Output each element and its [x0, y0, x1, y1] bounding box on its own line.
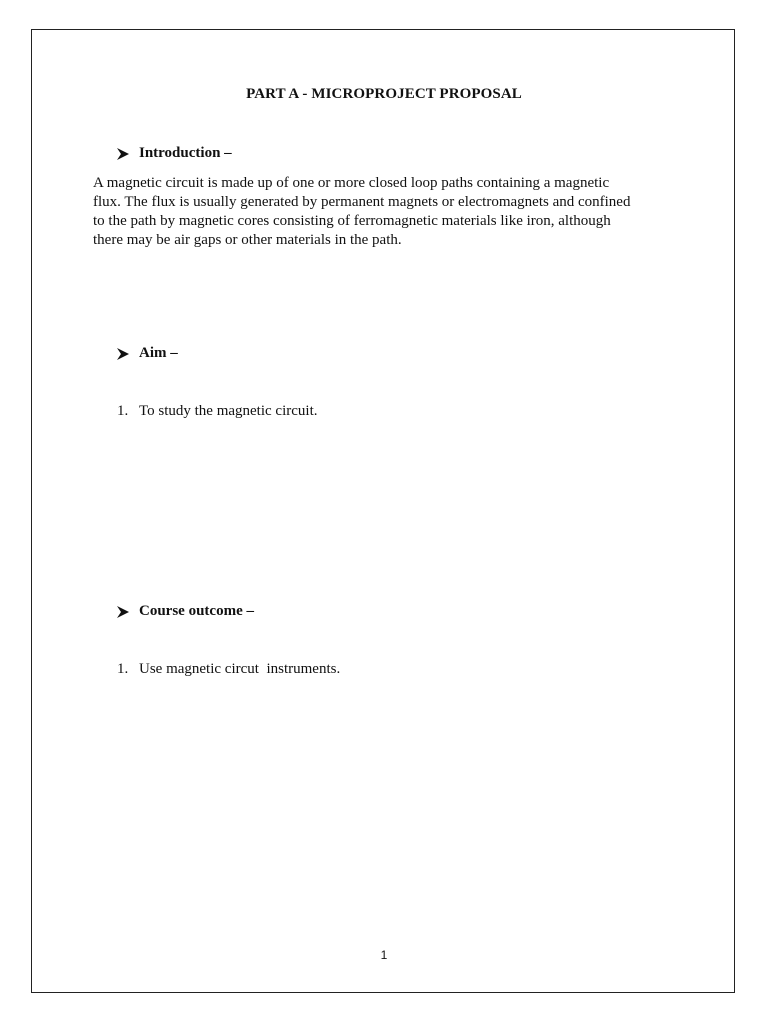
course-outcome-heading [116, 603, 254, 620]
paragraph-line: A magnetic circuit is made up of one or more closed loop paths containing a magnetic [93, 175, 610, 191]
aim-list-item [117, 403, 317, 420]
introduction-paragraph [93, 174, 683, 250]
list-text: Use magnetic circut instruments. [139, 661, 341, 677]
list-text: To study the magnetic circuit. [139, 403, 318, 419]
arrowhead-bullet-icon [116, 147, 130, 161]
arrowhead-bullet-icon [116, 605, 130, 619]
aim-heading-label: Aim – [139, 345, 178, 361]
paragraph-line: there may be air gaps or other materials in the path. [93, 232, 402, 248]
aim-heading [116, 345, 178, 362]
page-number: 1 [380, 948, 388, 962]
list-number: 1. [117, 661, 129, 677]
course-outcome-list-item [117, 661, 340, 678]
course-outcome-heading-label: Course outcome – [139, 603, 254, 619]
document-title: PART A - MICROPROJECT PROPOSAL [246, 86, 522, 102]
introduction-heading [116, 145, 232, 162]
list-number: 1. [117, 403, 129, 419]
introduction-heading-label: Introduction – [139, 145, 232, 161]
arrowhead-bullet-icon [116, 347, 130, 361]
paragraph-line: flux. The flux is usually generated by permanent magnets or electromagnets and confined [93, 194, 631, 210]
paragraph-line: to the path by magnetic cores consisting of ferromagnetic materials like iron, although [93, 213, 611, 229]
